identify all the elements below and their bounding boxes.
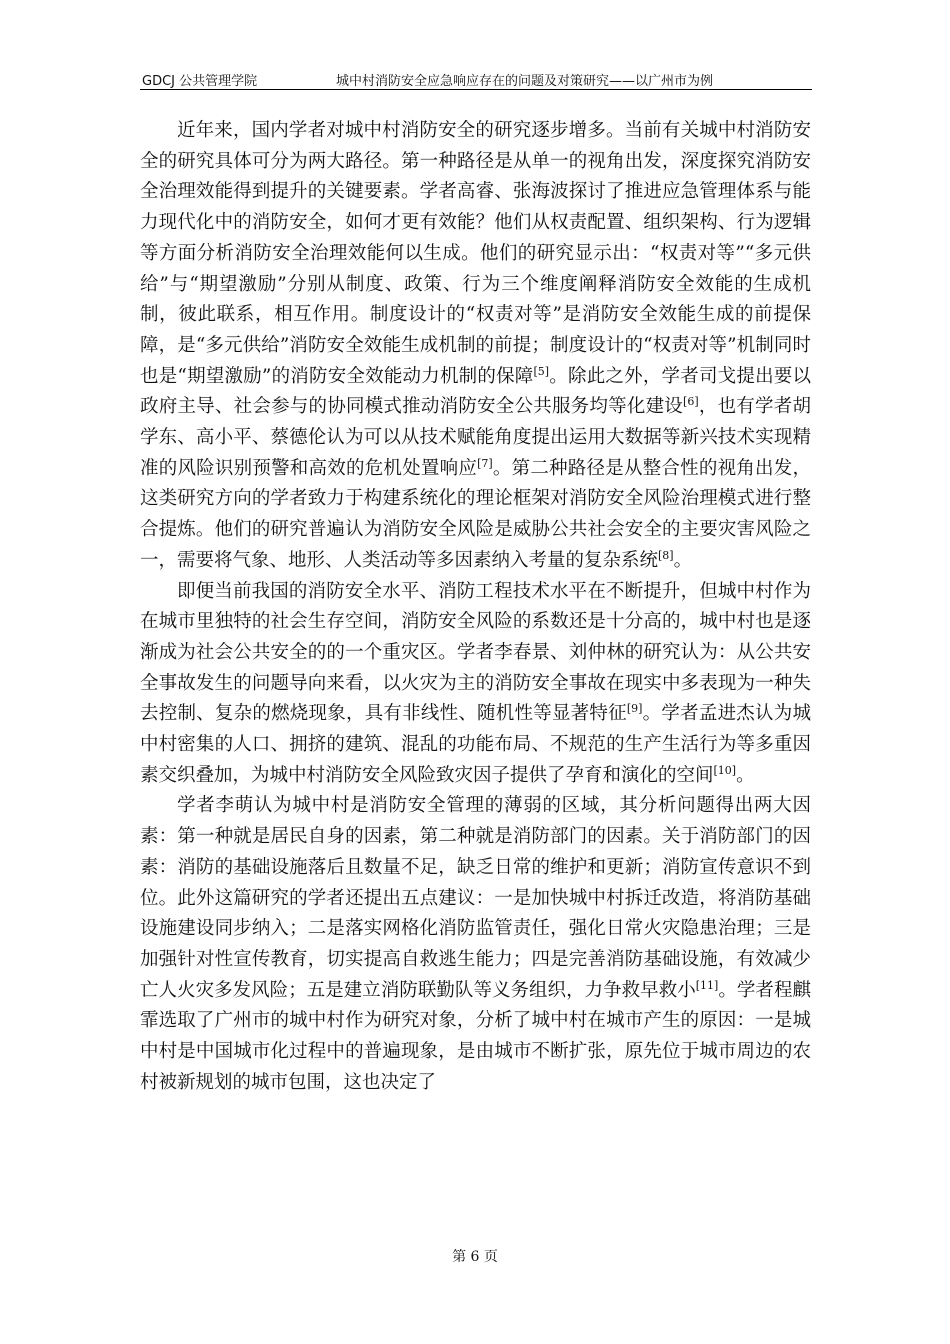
page-number: 第 6 页	[452, 1249, 498, 1265]
paragraph	[140, 577, 811, 792]
text-segment: 即便当前我国的消防安全水平、消防工程技术水平在不断提升，但城中村作为在城市里独特的社会生存空间，消防安全风险的系数还是十分高的，城中村也是逐渐成为社会公共安全的的一个重灾区。学者李春景、刘仲林的研究认为：从公共安全事故发生的问题导向来看，以火灾为主的消防安全事故在现实中多表现为一种失去控制、复杂的燃烧现象，具有非线性、随机性等显著特征	[140, 580, 811, 725]
paragraph	[140, 791, 811, 1098]
text-segment: 。学者程麒霏选取了广州市的城中村作为研究对象，分析了城中村在城市产生的原因：一是城中村是中国城市化过程中的普遍现象，是由城市不断扩张，原先位于城市周边的农村被新规划的城市包围，这也决定了	[140, 979, 811, 1093]
citation-ref: [9]	[626, 702, 643, 716]
page-footer	[0, 1246, 950, 1266]
text-segment: 。第二种路径是从整合性的视角出发，这类研究方向的学者致力于构建系统化的理论框架对消防安全风险治理模式进行整合提炼。他们的研究普遍认为消防安全风险是威胁公共社会安全的主要灾害风险之一，需要将气象、地形、人类活动等多因素纳入考量的复杂系统	[140, 457, 811, 571]
text-segment: 近年来，国内学者对城中村消防安全的研究逐步增多。当前有关城中村消防安全的研究具体可分为两大路径。第一种路径是从单一的视角出发，深度探究消防安全治理效能得到提升的关键要素。学者高睿、张海波探讨了推进应急管理体系与能力现代化中的消防安全，如何才更有效能？他们从权责配置、组织架构、行为逻辑等方面分析消防安全治理效能何以生成。他们的研究显示出：“权责对等”“多元供给”与“期望激励”分别从制度、政策、行为三个维度阐释消防安全效能的生成机制，彼此联系，相互作用。制度设计的“权责对等”是消防安全效能生成的前提保障，是“多元供给”消防安全效能生成机制的前提；制度设计的“权责对等”机制同时也是“期望激励”的消防安全效能动力机制的保障	[140, 120, 811, 387]
citation-ref: [7]	[477, 456, 493, 470]
citation-ref: [6]	[683, 395, 699, 409]
text-segment: ，也有学者胡学东、高小平、蔡德伦认为可以从技术赋能角度提出运用大数据等新兴技术实现精准的风险识别预警和高效的危机处置响应	[140, 396, 811, 479]
text-segment: 。学者孟进杰认为城中村密集的人口、拥挤的建筑、混乱的功能布局、不规范的生产生活行为等多重因素交织叠加，为城中村消防安全风险致灾因子提供了孕育和演化的空间	[140, 703, 811, 786]
citation-ref: [11]	[695, 978, 719, 992]
paragraph	[140, 116, 811, 577]
citation-ref: [8]	[658, 548, 674, 562]
text-segment: 学者李萌认为城中村是消防安全管理的薄弱的区域，其分析问题得出两大因素：第一种就是居民自身的因素，第二种就是消防部门的因素。关于消防部门的因素：消防的基础设施落后且数量不足，缺乏日常的维护和更新；消防宣传意识不到位。此外这篇研究的学者还提出五点建议：一是加快城中村拆迁改造，将消防基础设施建设同步纳入；二是落实网格化消防监管责任，强化日常火灾隐患治理；三是加强针对性宣传教育，切实提高自救逃生能力；四是完善消防基础设施，有效减少亡人火灾多发风险；五是建立消防联勤队等义务组织，力争救早救小	[140, 795, 811, 1001]
citation-ref: [5]	[533, 364, 550, 378]
page-header	[140, 69, 812, 90]
citation-ref: [10]	[713, 763, 737, 777]
header-institution: GDCJ 公共管理学院	[142, 74, 258, 89]
header-thesis-title: 城中村消防安全应急响应存在的问题及对策研究——以广州市为例	[336, 74, 714, 89]
text-segment: 。	[736, 764, 755, 786]
body-text	[140, 116, 811, 1099]
text-segment: 。	[673, 549, 693, 571]
text-segment: 。除此之外，学者司戈提出要以政府主导、社会参与的协同模式推动消防安全公共服务均等化建设	[140, 365, 811, 418]
